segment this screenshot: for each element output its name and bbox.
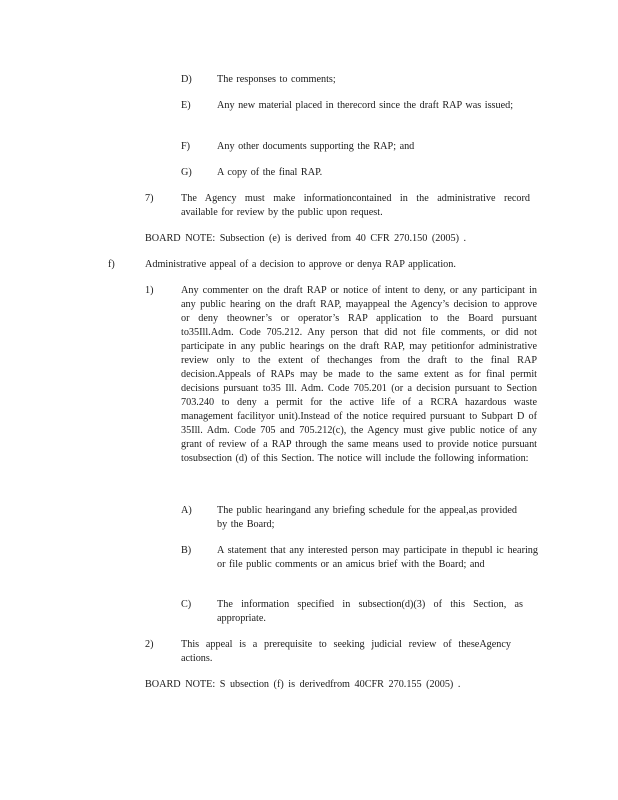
board-note-f: BOARD NOTE: S ubsection (f) is derivedfrom 40CFR 270.155 (2005) . (145, 679, 461, 690)
item-fa-label: A) (181, 505, 192, 516)
item-d-label: D) (181, 74, 192, 85)
item-f-text: Any other documents supporting the RAP; and (217, 141, 415, 152)
item-fb-text: A statement that any interested person may participate in thepubl ic hearing or file public comments or an amicus brief with the Board; and (217, 545, 538, 570)
subsection-f-label: f) (108, 259, 115, 270)
section-7-text: The Agency must make informationcontained in the administrative record available for review by the public upon request. (181, 193, 530, 218)
subsection-f-heading: Administrative appeal of a decision to approve or denya RAP application. (145, 259, 456, 270)
section-7-label: 7) (145, 193, 154, 204)
item-g-label: G) (181, 167, 192, 178)
item-g-text: A copy of the final RAP. (217, 167, 323, 178)
subsection-f1-label: 1) (145, 285, 154, 296)
item-fa-text: The public hearingand any briefing schedule for the appeal,as provided by the Board; (217, 505, 517, 530)
item-fc-text: The information specified in subsection(d)(3) of this Section, as appropriate. (217, 599, 523, 624)
subsection-f2-text: This appeal is a prerequisite to seeking judicial review of theseAgency actions. (181, 639, 511, 664)
item-d-text: The responses to comments; (217, 74, 336, 85)
item-f-label: F) (181, 141, 191, 152)
subsection-f2-label: 2) (145, 639, 154, 650)
item-e-text: Any new material placed in therecord since the draft RAP was issued; (217, 100, 514, 111)
subsection-f1-text: Any commenter on the draft RAP or notice of intent to deny, or any participant in any public hearing on the draft RAP, mayappeal the Agency’s decision to approve or deny theowner’s or operator’s RAP application to the Board pursuant to35Ill.Adm. Code 705.212. Any person that did not file comments, or did not participate in any public hearings on the draft RAP, may petitionfor administrative review only to the extent of thechanges from the draft to the final RAP decision.Appeals of RAPs may be made to the same extent as for final permit decisions pursuant to35 Ill. Adm. Code 705.201 (or a decision pursuant to Section 703.240 to deny a permit for the active life of a RCRA hazardous waste management facilityor unit).Instead of the notice required pursuant to Subpart D of 35Ill. Adm. Code 705 and 705.212(c), the Agency must give public notice of any grant of review of a RAP through the same means used to provide notice pursuant tosubsection (d) of this Section. The notice will include the following information: (181, 285, 537, 464)
item-fb-label: B) (181, 545, 192, 556)
item-fc-label: C) (181, 599, 192, 610)
item-e-label: E) (181, 100, 191, 111)
board-note-e: BOARD NOTE: Subsection (e) is derived from 40 CFR 270.150 (2005) . (145, 233, 467, 244)
